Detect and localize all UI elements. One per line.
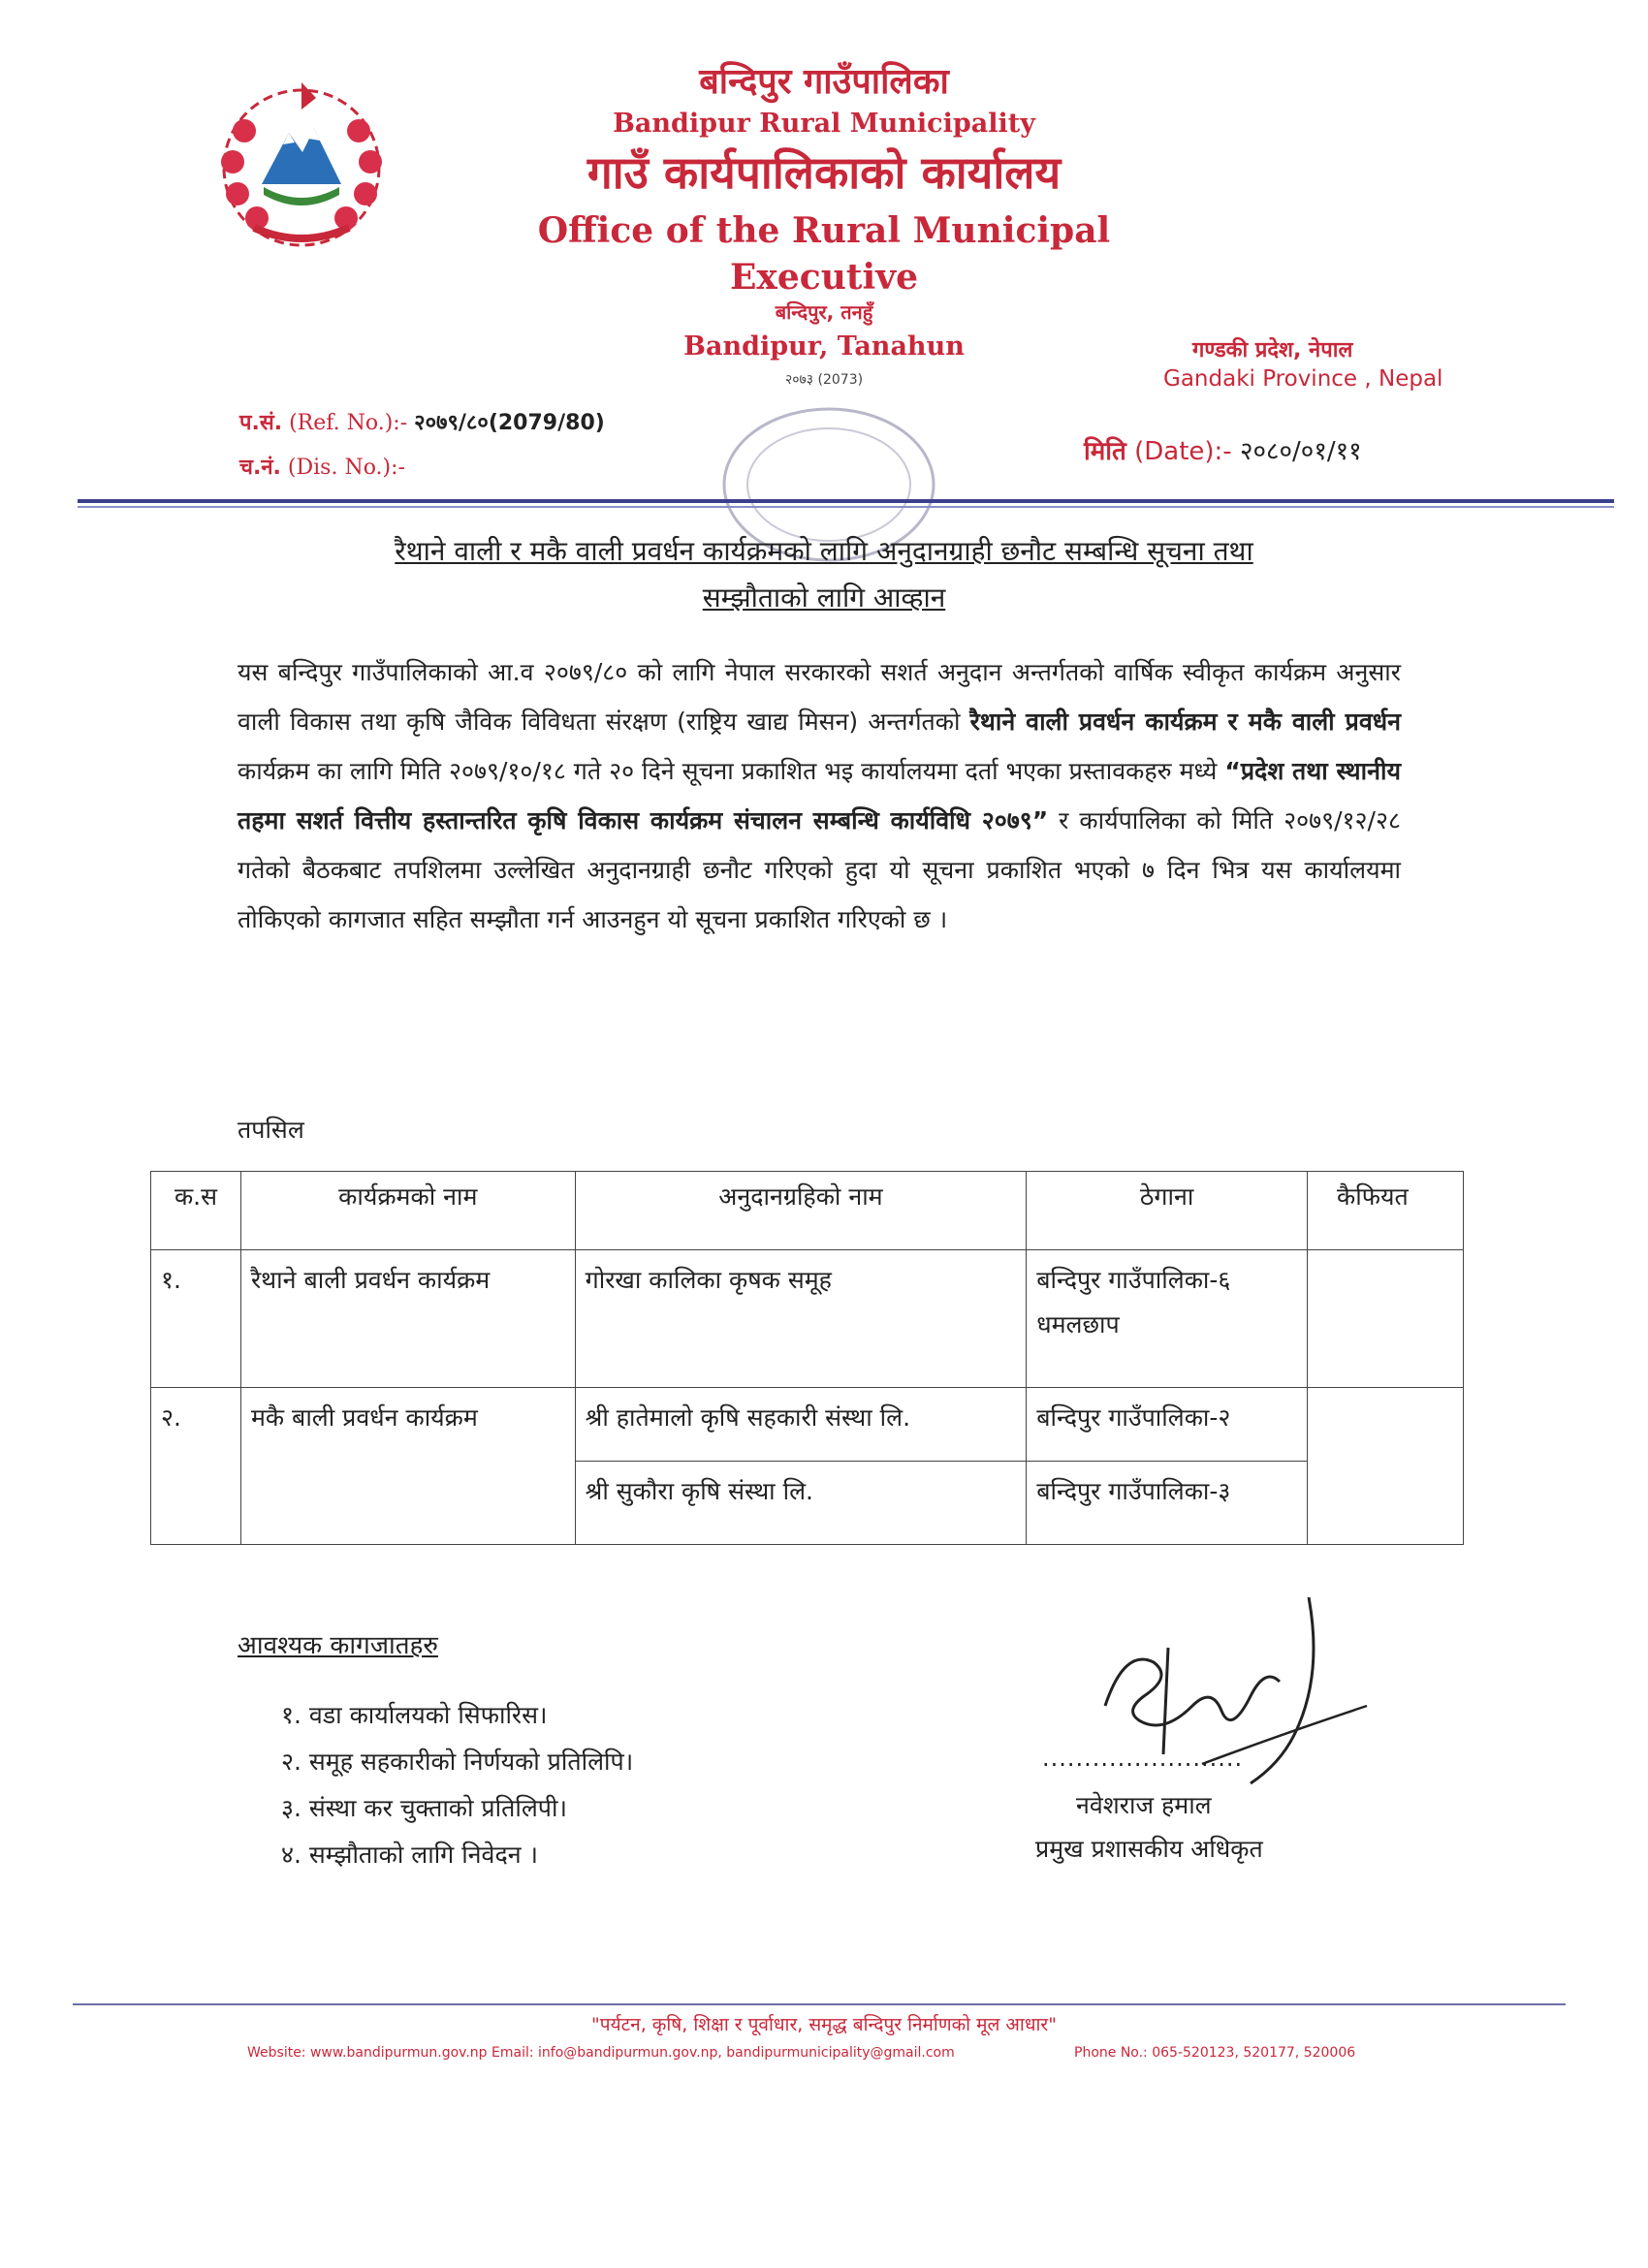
body-text-1: यस बन्दिपुर गाउँपालिकाको आ.व २०७९/८० को लागि नेपाल सरकारको सशर्त अनुदान अन्तर्गतको वार्षिक स्वीकृत कार्यक्रम अनुसार वाली विकास तथा कृषि जैविक विविधता संरक्षण (राष्ट्रिय खाद्य मिसन) अन्तर्गतको — [238, 658, 1401, 736]
ref-label-english: (Ref. No.):- — [289, 411, 408, 435]
issue-date — [1084, 432, 1362, 467]
municipality-name-nepali: बन्दिपुर गाउँपालिका — [699, 62, 949, 102]
header-divider — [78, 499, 1614, 503]
signature-line: ........................ — [1042, 1745, 1244, 1772]
table-caption: तपसिल — [238, 1116, 304, 1144]
document-item: १. वडा कार्यालयको सिफारिस। — [281, 1701, 548, 1729]
table-row — [151, 1388, 1464, 1462]
table-header-row — [151, 1172, 1464, 1250]
signatory-title: प्रमुख प्रशासकीय अधिकृत — [1035, 1835, 1263, 1863]
cell-remarks — [1308, 1250, 1464, 1388]
date-label-nepali: मिति — [1084, 437, 1126, 466]
date-label-english: (Date):- — [1134, 437, 1232, 466]
office-name-english — [0, 207, 1648, 300]
document-item: ३. संस्था कर चुक्ताको प्रतिलिपी। — [281, 1794, 567, 1822]
established-year: २०७३ (2073) — [784, 372, 864, 388]
cell-sn: १. — [151, 1250, 241, 1388]
cell-program: रैथाने बाली प्रवर्धन कार्यक्रम — [240, 1250, 575, 1388]
ref-value: २०७९/८०(2079/80) — [414, 411, 605, 435]
reference-number — [239, 407, 605, 436]
footer-motto: "पर्यटन, कृषि, शिक्षा र पूर्वाधार, समृद्ध बन्दिपुर निर्माणको मूल आधार" — [591, 2014, 1057, 2035]
footer-divider — [73, 2003, 1566, 2005]
header-sn: क.स — [151, 1172, 241, 1250]
cell-address: बन्दिपुर गाउँपालिका-२ — [1027, 1388, 1308, 1462]
header-grantee: अनुदानग्रहिको नाम — [575, 1172, 1027, 1250]
footer-phone: Phone No.: 065-520123, 520177, 520006 — [1074, 2045, 1356, 2061]
header-remarks: कैफियत — [1308, 1172, 1464, 1250]
signatory-name: नवेशराज हमाल — [1076, 1791, 1212, 1819]
footer-contact: Website: www.bandipurmun.gov.np Email: info@bandipurmun.gov.np, bandipurmunicipality@gmail.com — [247, 2045, 955, 2061]
body-bold-procedure: “प्रदेश तथा स्थानीय तहमा सशर्त वित्तीय हस्तान्तरित कृषि विकास कार्यक्रम संचालन सम्बन्धि कार्यविधि २०७९” — [238, 757, 1401, 835]
date-value: २०८०/०१/११ — [1239, 437, 1362, 466]
province-nepali: गण्डकी प्रदेश, नेपाल — [1192, 338, 1353, 362]
subject-line-1: रैथाने वाली र मकै वाली प्रवर्धन कार्यक्रमको लागि अनुदानग्राही छनौट सम्बन्धि सूचना तथा — [395, 535, 1253, 567]
province-english: Gandaki Province , Nepal — [1163, 366, 1443, 392]
address-nepali: बन्दिपुर, तनहुँ — [775, 300, 873, 324]
ref-label-nepali: प.सं. — [239, 411, 283, 435]
notice-body — [238, 647, 1401, 944]
signature-mark — [1086, 1590, 1377, 1812]
required-documents-title: आवश्यक कागजातहरु — [238, 1631, 438, 1660]
cell-address: बन्दिपुर गाउँपालिका-६ धमलछाप — [1027, 1250, 1308, 1388]
office-name-nepali: गाउँ कार्यपालिकाको कार्यालय — [586, 146, 1062, 199]
table-row — [151, 1250, 1464, 1388]
cell-grantee: श्री सुकौरा कृषि संस्था लि. — [575, 1462, 1027, 1545]
header-divider-secondary — [78, 506, 1614, 508]
office-name-english-line1: Office of the Rural Municipal — [537, 210, 1111, 251]
subject-line-2: सम्झौताको लागि आव्हान — [702, 582, 946, 614]
grantee-table — [150, 1171, 1464, 1545]
address-english: Bandipur, Tanahun — [683, 331, 965, 362]
body-bold-programs: रैथाने वाली प्रवर्धन कार्यक्रम र मकै वाली प्रवर्धन — [969, 708, 1401, 736]
document-item: ४. सम्झौताको लागि निवेदन । — [281, 1841, 539, 1869]
header-address: ठेगाना — [1027, 1172, 1308, 1250]
body-text-2: कार्यक्रम का लागि मिति २०७९/१०/१८ गते २० दिने सूचना प्रकाशित भइ कार्यालयमा दर्ता भएका प्रस्तावकहरु मध्ये — [238, 757, 1225, 785]
body-text-3: र कार्यपालिका को मिति २०७९/१२/२८ गतेको बैठकबाट तपशिलमा उल्लेखित अनुदानग्राही छनौट गरिएको हुदा यो सूचना प्रकाशित भएको ७ दिन भित्र यस कार्यालयमा तोकिएको कागजात सहित सम्झौता गर्न आउनहुन यो सूचना प्रकाशित गरिएको छ । — [238, 806, 1401, 933]
cell-grantee: गोरखा कालिका कृषक समूह — [575, 1250, 1027, 1388]
cell-sn: २. — [151, 1388, 241, 1545]
dis-label-nepali: च.नं. — [239, 456, 281, 480]
dis-label-english: (Dis. No.):- — [287, 456, 405, 480]
document-item: २. समूह सहकारीको निर्णयको प्रतिलिपि। — [281, 1748, 634, 1776]
dispatch-number — [239, 452, 405, 481]
cell-remarks — [1308, 1388, 1464, 1545]
header-program: कार्यक्रमको नाम — [240, 1172, 575, 1250]
office-name-english-line2: Executive — [729, 257, 919, 298]
cell-program: मकै बाली प्रवर्धन कार्यक्रम — [240, 1388, 575, 1545]
notice-subject — [194, 528, 1454, 621]
cell-grantee: श्री हातेमालो कृषि सहकारी संस्था लि. — [575, 1388, 1027, 1462]
cell-address: बन्दिपुर गाउँपालिका-३ — [1027, 1462, 1308, 1545]
municipality-name-english: Bandipur Rural Municipality — [613, 109, 1035, 139]
